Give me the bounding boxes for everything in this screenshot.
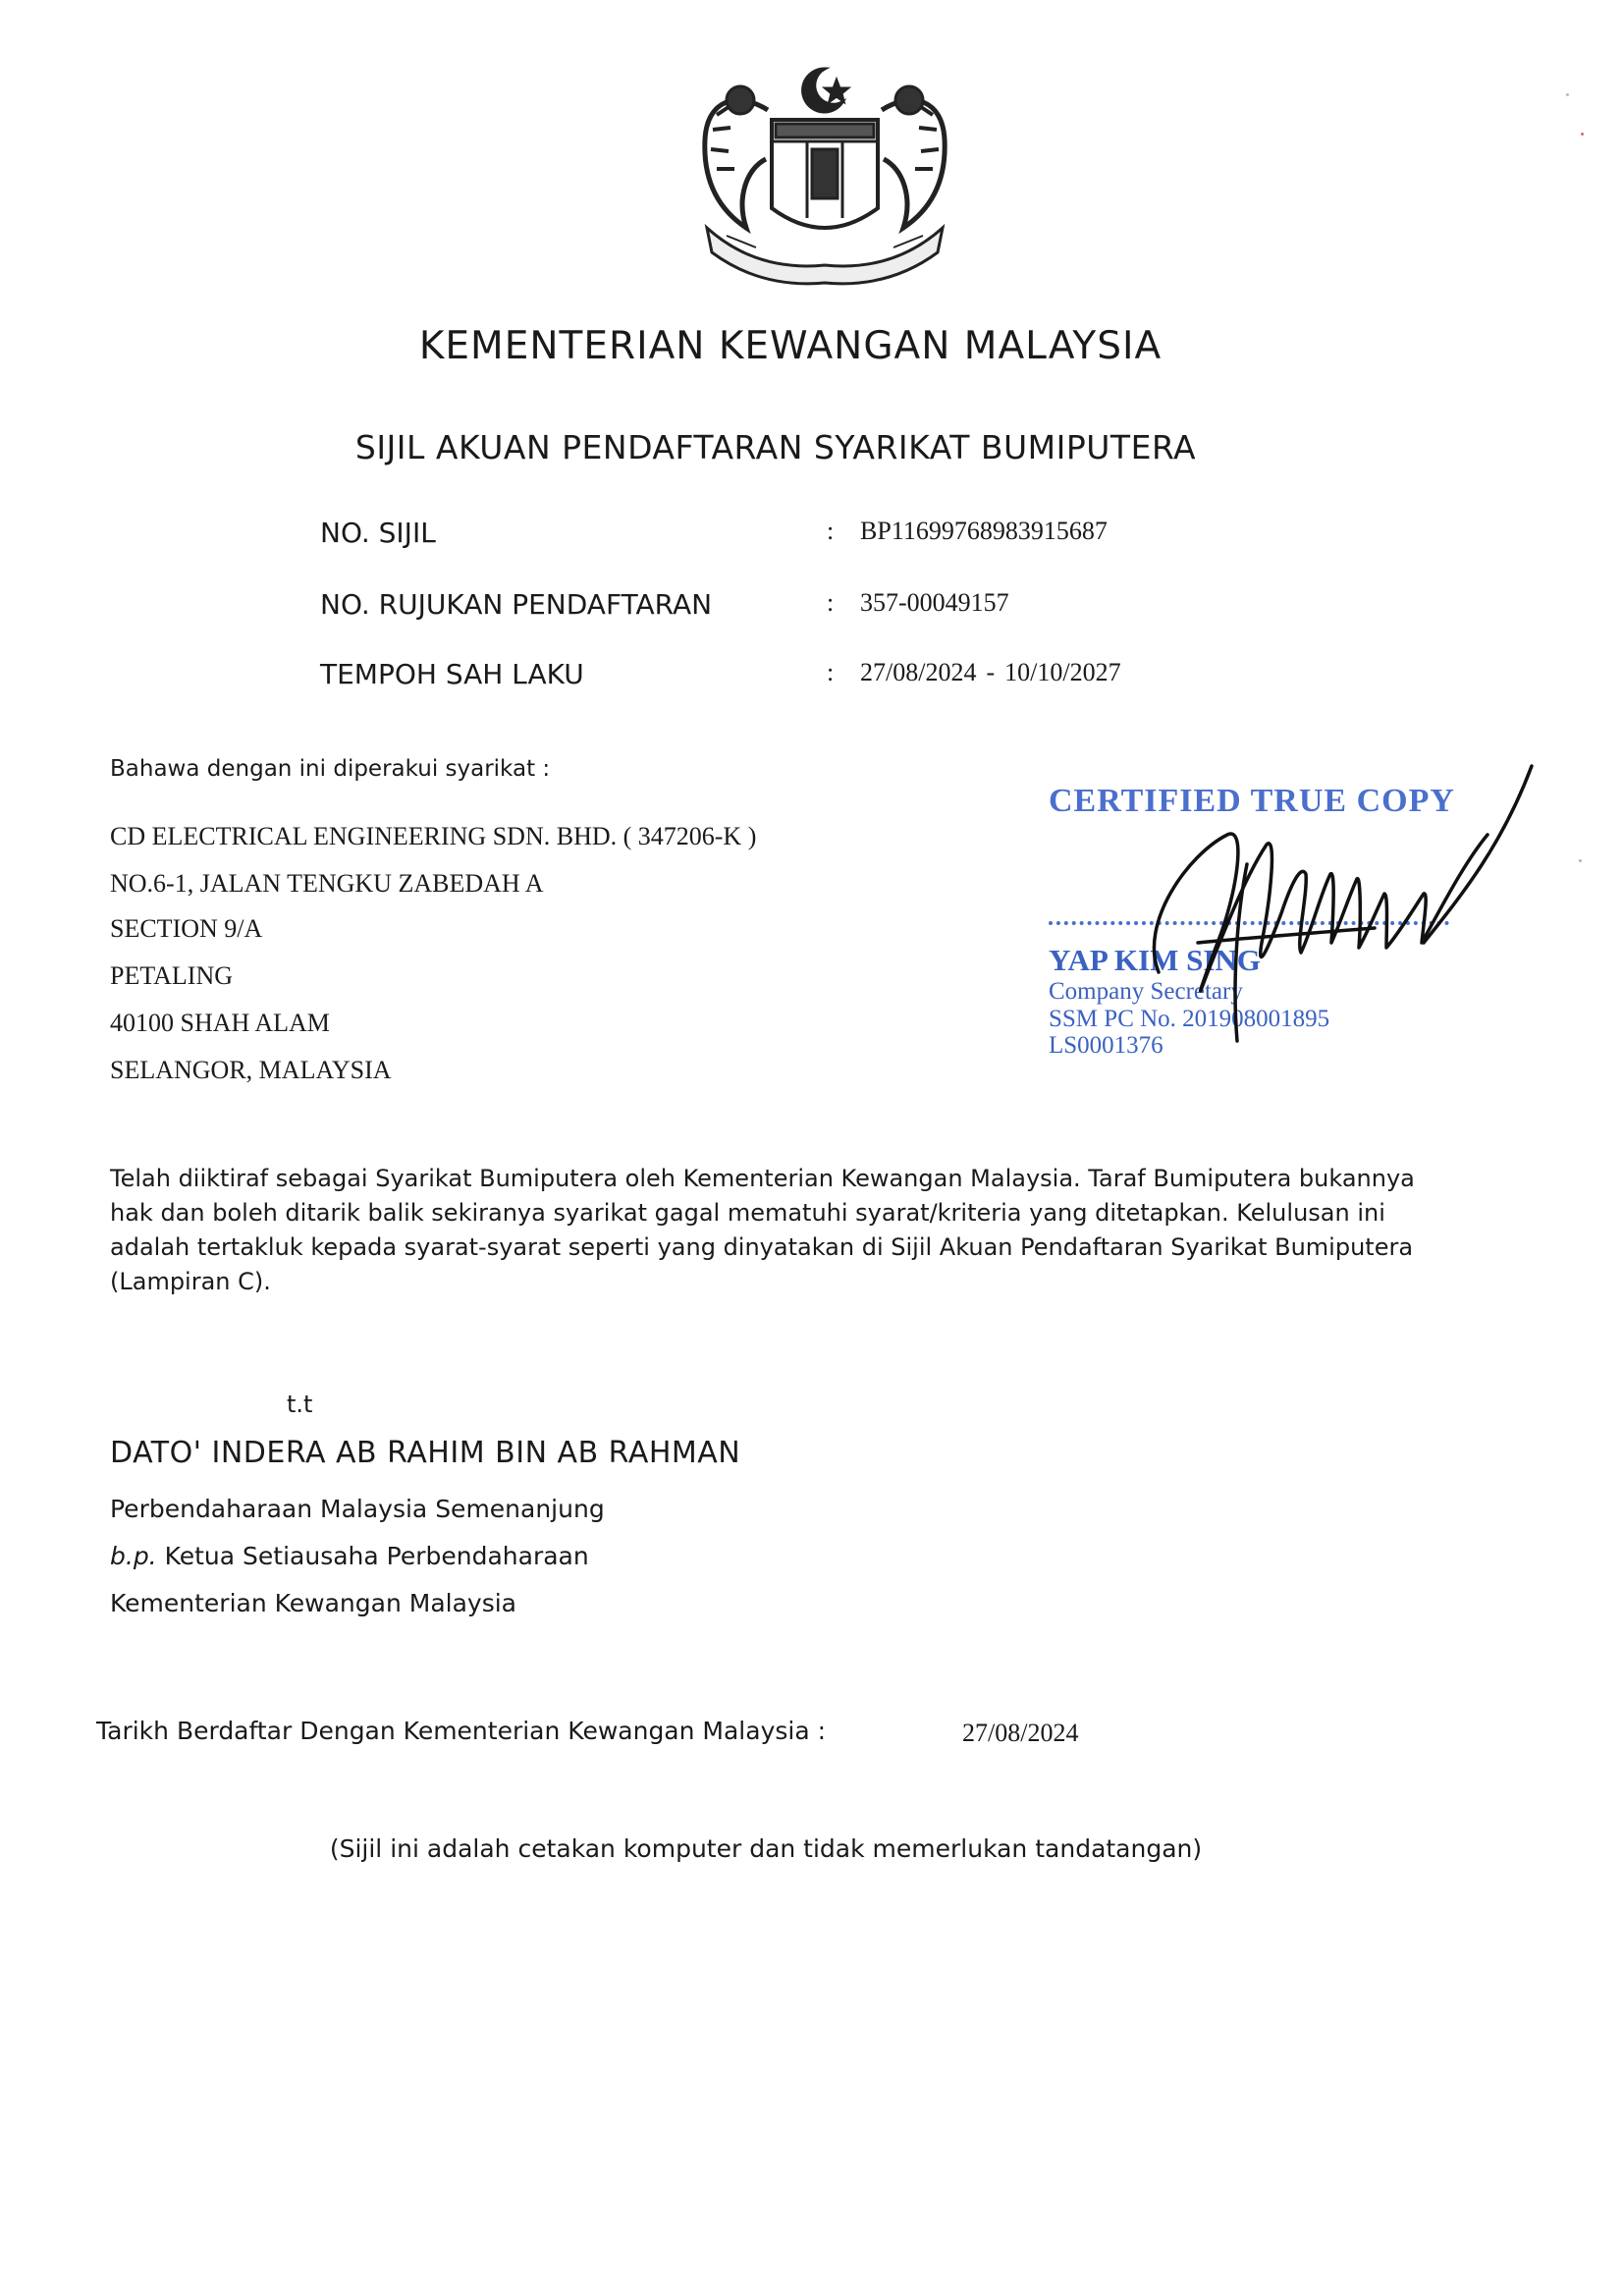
address-line: NO.6-1, JALAN TENGKU ZABEDAH A bbox=[110, 869, 544, 898]
stamp-name: YAP KIM SING bbox=[1049, 943, 1261, 977]
field-value-validity-period bbox=[860, 658, 1121, 687]
stamp-role: Company Secretary bbox=[1049, 978, 1243, 1005]
scan-speck bbox=[1579, 859, 1582, 862]
handwritten-signature bbox=[1100, 746, 1542, 1061]
field-label-certificate-no: NO. SIJIL bbox=[320, 517, 436, 549]
malaysia-coat-of-arms-icon bbox=[677, 61, 972, 289]
validity-to: 10/10/2027 bbox=[1004, 658, 1121, 686]
validity-dash: - bbox=[986, 658, 996, 686]
company-name: CD ELECTRICAL ENGINEERING SDN. BHD. ( 347206-K ) bbox=[110, 822, 757, 850]
scan-speck bbox=[1566, 93, 1569, 96]
address-line: SELANGOR, MALAYSIA bbox=[110, 1056, 392, 1084]
field-colon: : bbox=[827, 517, 835, 545]
field-value-certificate-no: BP11699768983915687 bbox=[860, 517, 1108, 545]
field-colon: : bbox=[827, 658, 835, 686]
field-label-registration-ref: NO. RUJUKAN PENDAFTARAN bbox=[320, 588, 713, 621]
ministry-heading: KEMENTERIAN KEWANGAN MALAYSIA bbox=[418, 324, 1163, 368]
registration-date-label: Tarikh Berdaftar Dengan Kementerian Kewangan Malaysia : bbox=[96, 1717, 827, 1745]
stamp-license-number: LS0001376 bbox=[1049, 1032, 1163, 1059]
field-label-validity-period: TEMPOH SAH LAKU bbox=[320, 658, 584, 690]
signatory-bp: b.p. bbox=[110, 1542, 157, 1570]
stamp-ssm-number: SSM PC No. 201908001895 bbox=[1049, 1006, 1330, 1032]
certificate-title: SIJIL AKUAN PENDAFTARAN SYARIKAT BUMIPUTERA bbox=[354, 428, 1197, 466]
signatory-name: DATO' INDERA AB RAHIM BIN AB RAHMAN bbox=[110, 1436, 741, 1470]
address-line: 40100 SHAH ALAM bbox=[110, 1009, 330, 1037]
stamp-title: CERTIFIED TRUE COPY bbox=[1049, 783, 1455, 819]
signatory-tt: t.t bbox=[287, 1391, 313, 1418]
recognition-paragraph: Telah diiktiraf sebagai Syarikat Bumiputera oleh Kementerian Kewangan Malaysia. Taraf Bumiputera bukannya hak dan boleh ditarik balik sekiranya syarikat gagal mematuhi syarat/kriteria yang ditetapkan. Kelulusan ini adalah tertakluk kepada syarat-syarat seperti yang dinyatakan di Sijil Akuan Pendaftaran Syarikat Bumiputera (Lampiran C). bbox=[110, 1165, 1415, 1295]
field-colon: : bbox=[827, 588, 835, 617]
scan-speck bbox=[1581, 133, 1584, 136]
signatory-position bbox=[110, 1542, 589, 1570]
company-intro: Bahawa dengan ini diperakui syarikat : bbox=[110, 756, 551, 782]
address-line: PETALING bbox=[110, 961, 234, 990]
field-value-registration-ref: 357-00049157 bbox=[860, 588, 1009, 617]
validity-from: 27/08/2024 bbox=[860, 658, 977, 686]
address-line: SECTION 9/A bbox=[110, 914, 263, 943]
computer-printout-note: (Sijil ini adalah cetakan komputer dan tidak memerlukan tandatangan) bbox=[329, 1834, 1203, 1863]
signatory-position-text: Ketua Setiausaha Perbendaharaan bbox=[164, 1542, 589, 1570]
registration-date-value: 27/08/2024 bbox=[962, 1719, 1079, 1747]
signatory-ministry: Kementerian Kewangan Malaysia bbox=[110, 1589, 516, 1617]
signatory-organisation: Perbendaharaan Malaysia Semenanjung bbox=[110, 1495, 605, 1523]
